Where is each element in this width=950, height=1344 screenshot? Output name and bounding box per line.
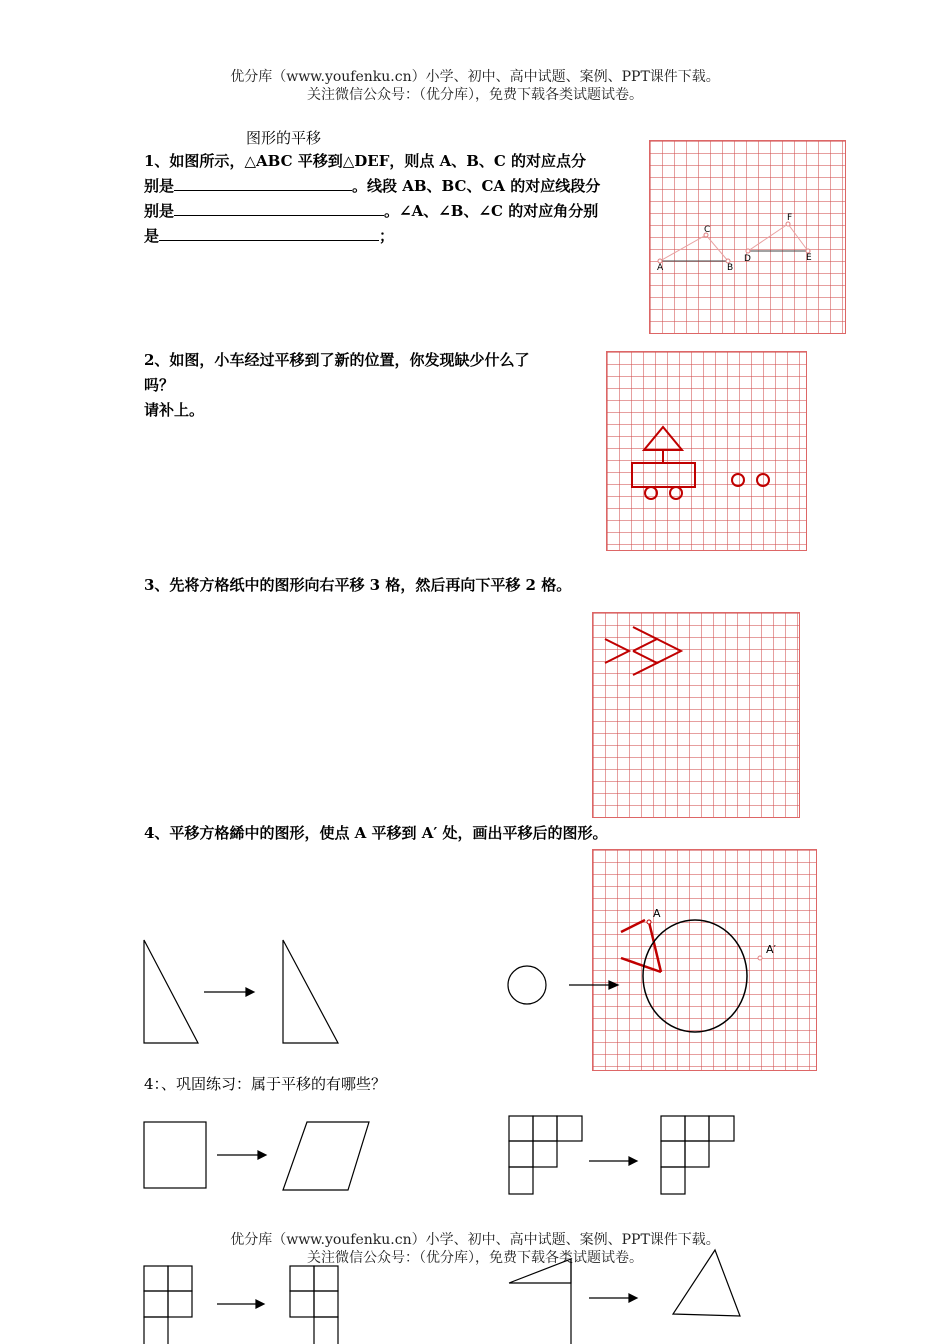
triangle-right [673, 1250, 740, 1316]
arrow-head [246, 988, 254, 996]
q1-line-3: 别是 。∠A、∠B、∠C 的对应角分别 [144, 202, 599, 220]
parallelogram [283, 1122, 369, 1190]
answer-blank-segments[interactable] [174, 201, 384, 216]
q2-line-1: 2、如图，小车经过平移到了新的位置，你发现缺少什么了 [144, 351, 530, 369]
label-d: D [744, 254, 751, 264]
triangle-original [144, 940, 198, 1043]
label-point-a: A [653, 907, 661, 920]
arrow-head [609, 981, 618, 989]
column-blocks-original [144, 1266, 192, 1344]
label-c: C [704, 225, 711, 235]
q1-line-2: 别是 。线段 AB、BC、CA 的对应线段分 [144, 177, 601, 195]
chevron-figure [593, 613, 799, 817]
label-e: E [806, 253, 812, 263]
point-a-marker [647, 920, 651, 924]
triangle-def [748, 224, 808, 251]
header-line-1: 优分库（www.youfenku.cn）小学、初中、高中试题、案例、PPT课件下载。 [230, 69, 720, 85]
label-b: B [727, 263, 734, 273]
footer-line-2: 关注微信公众号：（优分库），免费下载各类试题试卷。 [307, 1250, 643, 1266]
car-wheel-right [670, 487, 682, 499]
label-point-a-prime: A′ [766, 943, 777, 956]
q4-grid [592, 849, 817, 1071]
question-3: 3、先将方格纸中的图形向右平移 3 格，然后再向下平移 2 格。 [144, 576, 572, 594]
chevron-1 [605, 639, 629, 663]
chevron-4 [657, 639, 681, 663]
question-1 [144, 149, 639, 249]
answer-blank-points[interactable] [174, 176, 352, 191]
q1-grid [649, 140, 846, 334]
car-body [632, 463, 695, 487]
label-a: A [657, 263, 664, 273]
triangle-moved [283, 940, 338, 1043]
q4-stroke-3 [621, 958, 661, 972]
q2-line-3: 请补上。 [144, 401, 205, 419]
q2-grid [606, 351, 807, 551]
column-blocks-pair [140, 1262, 345, 1344]
practice-heading: 4：、巩固练习：属于平移的有哪些？ [144, 1075, 387, 1093]
staircase-original [509, 1116, 582, 1194]
q1-line-1: 1、如图所示，△ABC 平移到△DEF，则点 A、B、C 的对应点分 [144, 152, 587, 170]
moved-wheel-right [757, 474, 769, 486]
arrow-head [258, 1151, 266, 1159]
answer-blank-angles[interactable] [159, 226, 379, 241]
label-f: F [787, 213, 793, 223]
circle-translation [505, 960, 625, 1010]
car-figure [607, 352, 806, 550]
triangle-abc [660, 235, 728, 261]
triangle-translation-pair [140, 935, 350, 1047]
question-4: 4、平移方格絺中的图形，使点 A 平移到 A′ 处，画出平移后的图形。 [144, 824, 608, 842]
chevron-3 [633, 651, 657, 675]
question-2 [144, 348, 604, 423]
staircase-moved [661, 1116, 734, 1194]
point-a-prime-marker [758, 956, 762, 960]
q4-stroke-1 [621, 920, 645, 932]
moved-wheel-left [732, 474, 744, 486]
chevron-2 [633, 627, 657, 651]
q4-figure [593, 850, 816, 1070]
q1-triangles [650, 141, 845, 333]
q1-line-4: 是 ； [144, 227, 395, 245]
rotated-triangle-pair [505, 1245, 750, 1344]
page-title: 图形的平移 [246, 129, 322, 147]
triangle-left [509, 1259, 571, 1283]
header-line-2: 关注微信公众号：（优分库），免费下载各类试题试卷。 [307, 87, 643, 103]
q2-line-2: 吗？ [144, 376, 175, 394]
q3-grid [592, 612, 800, 818]
staircase-pair [505, 1112, 740, 1198]
footer-line-1: 优分库（www.youfenku.cn）小学、初中、高中试题、案例、PPT课件下载。 [230, 1232, 720, 1248]
square-parallelogram-pair [140, 1118, 375, 1196]
column-blocks-moved [290, 1266, 338, 1344]
car-roof-triangle [644, 427, 682, 450]
car-wheel-left [645, 487, 657, 499]
small-circle [508, 966, 546, 1004]
q4-ellipse [643, 920, 747, 1032]
square [144, 1122, 206, 1188]
